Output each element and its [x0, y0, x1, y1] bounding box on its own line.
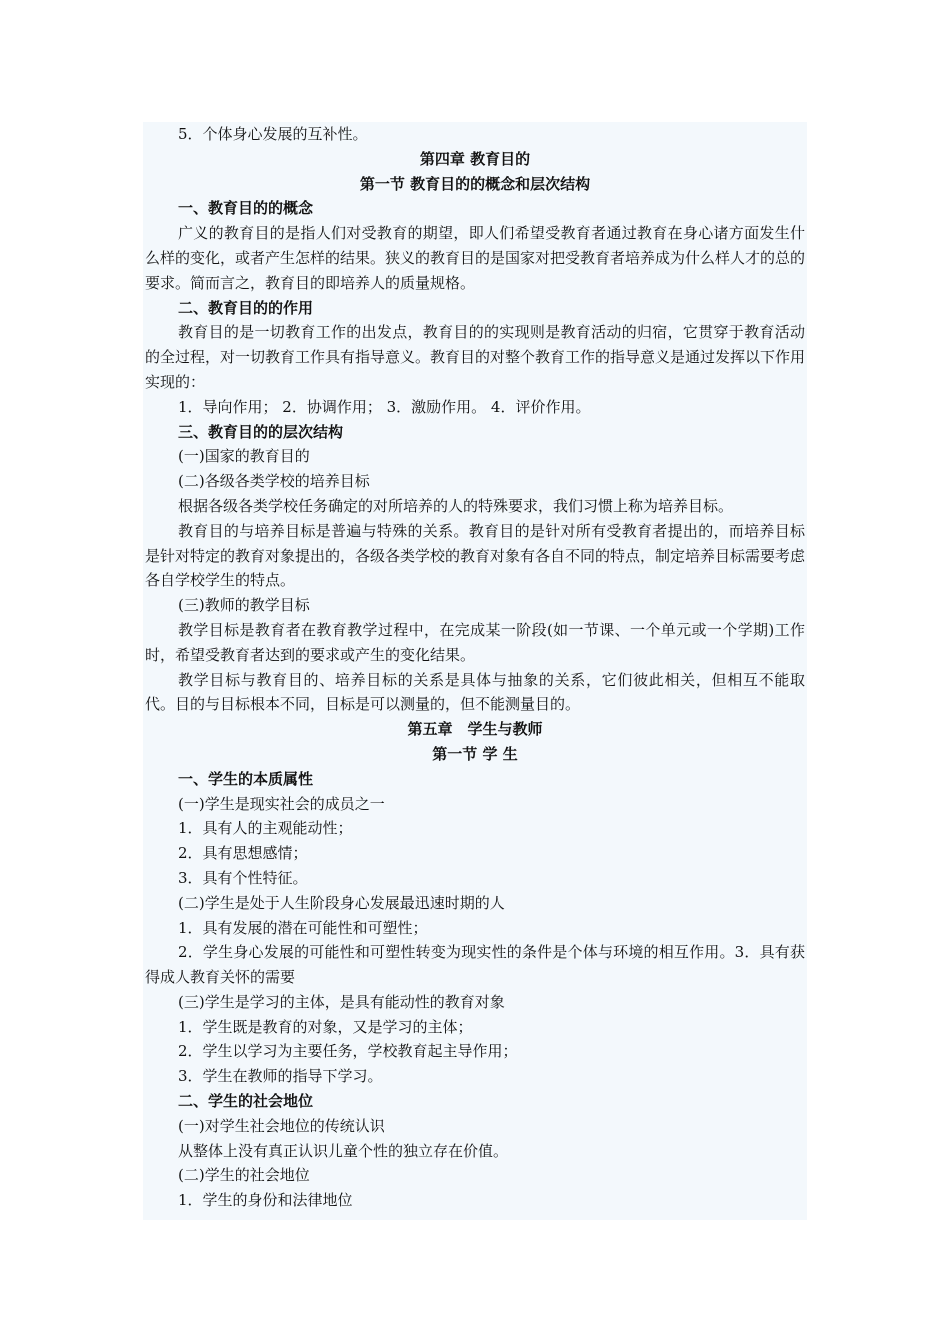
- list-item: (一)国家的教育目的: [178, 447, 310, 466]
- list-item: (三)学生是学习的主体，是具有能动性的教育对象: [178, 992, 505, 1011]
- list-item: 1．具有人的主观能动性；: [178, 819, 353, 838]
- list-item: 5．个体身心发展的互补性。: [178, 125, 368, 143]
- list-item: (一)对学生社会地位的传统认识: [178, 1116, 385, 1135]
- list-item: (二)学生的社会地位: [178, 1166, 310, 1185]
- paragraph: 教学目标与教育目的、培养目标的关系是具体与抽象的关系，它们彼此相关，但相互不能取代。目的与目标根本不同，目标是可以测量的，但不能测量目的。: [145, 670, 805, 714]
- list-item: 2．具有思想感情；: [178, 844, 308, 863]
- list-item: 1．具有发展的潜在可能性和可塑性；: [178, 918, 428, 937]
- subheading: 一、教育目的的概念: [178, 199, 314, 218]
- subheading: 三、教育目的的层次结构: [178, 422, 344, 441]
- section-title: 第一节 学 生: [432, 744, 518, 763]
- list-item: (二)学生是处于人生阶段身心发展最迅速时期的人: [178, 893, 505, 912]
- subheading: 一、学生的本质属性: [178, 769, 314, 788]
- section-title: 第一节 教育目的的概念和层次结构: [359, 174, 591, 193]
- paragraph: 广义的教育目的是指人们对受教育的期望，即人们希望受教育者通过教育在身心诸方面发生什么样的变化，或者产生怎样的结果。狭义的教育目的是国家对把受教育者培养成为什么样人才的总的要求。简而言之，教育目的即培养人的质量规格。: [145, 224, 806, 292]
- chapter-title: 第五章 学生与教师: [407, 720, 543, 739]
- list-item: (三)教师的教学目标: [178, 596, 310, 615]
- document-body: [143, 122, 807, 1220]
- list-item: 1．导向作用； 2．协调作用； 3．激励作用。 4．评价作用。: [178, 397, 591, 416]
- subheading: 二、学生的社会地位: [178, 1092, 314, 1111]
- paragraph: 教育目的是一切教育工作的出发点，教育目的的实现则是教育活动的归宿，它贯穿于教育活动的全过程，对一切教育工作具有指导意义。教育目的对整个教育工作的指导意义是通过发挥以下作用实现的：: [145, 323, 806, 391]
- list-item: 3．学生在教师的指导下学习。: [178, 1067, 383, 1086]
- chapter-title: 第四章 教育目的: [419, 149, 531, 168]
- list-item: 3．具有个性特征。: [178, 868, 308, 887]
- list-item: 1．学生的身份和法律地位: [178, 1191, 353, 1210]
- paragraph: 教学目标是教育者在教育教学过程中，在完成某一阶段(如一节课、一个单元或一个学期)工作时，希望受教育者达到的要求或产生的变化结果。: [145, 620, 805, 664]
- paragraph: 教育目的与培养目标是普遍与特殊的关系。教育目的是针对所有受教育者提出的，而培养目标是针对特定的教育对象提出的，各级各类学校的教育对象有各自不同的特点，制定培养目标需要考虑各自学校学生的特点。: [145, 521, 806, 590]
- list-item: 2．学生以学习为主要任务，学校教育起主导作用；: [178, 1042, 518, 1061]
- list-item: 1．学生既是教育的对象，又是学习的主体；: [178, 1017, 473, 1036]
- list-item: (二)各级各类学校的培养目标: [178, 472, 370, 491]
- paragraph: 2．学生身心发展的可能性和可塑性转变为现实性的条件是个体与环境的相互作用。3．具有获得成人教育关怀的需要: [145, 943, 805, 987]
- paragraph: 从整体上没有真正认识儿童个性的独立存在价值。: [178, 1141, 509, 1160]
- paragraph: 根据各级各类学校任务确定的对所培养的人的特殊要求，我们习惯上称为培养目标。: [178, 496, 734, 515]
- list-item: (一)学生是现实社会的成员之一: [178, 794, 385, 813]
- subheading: 二、教育目的的作用: [178, 298, 314, 317]
